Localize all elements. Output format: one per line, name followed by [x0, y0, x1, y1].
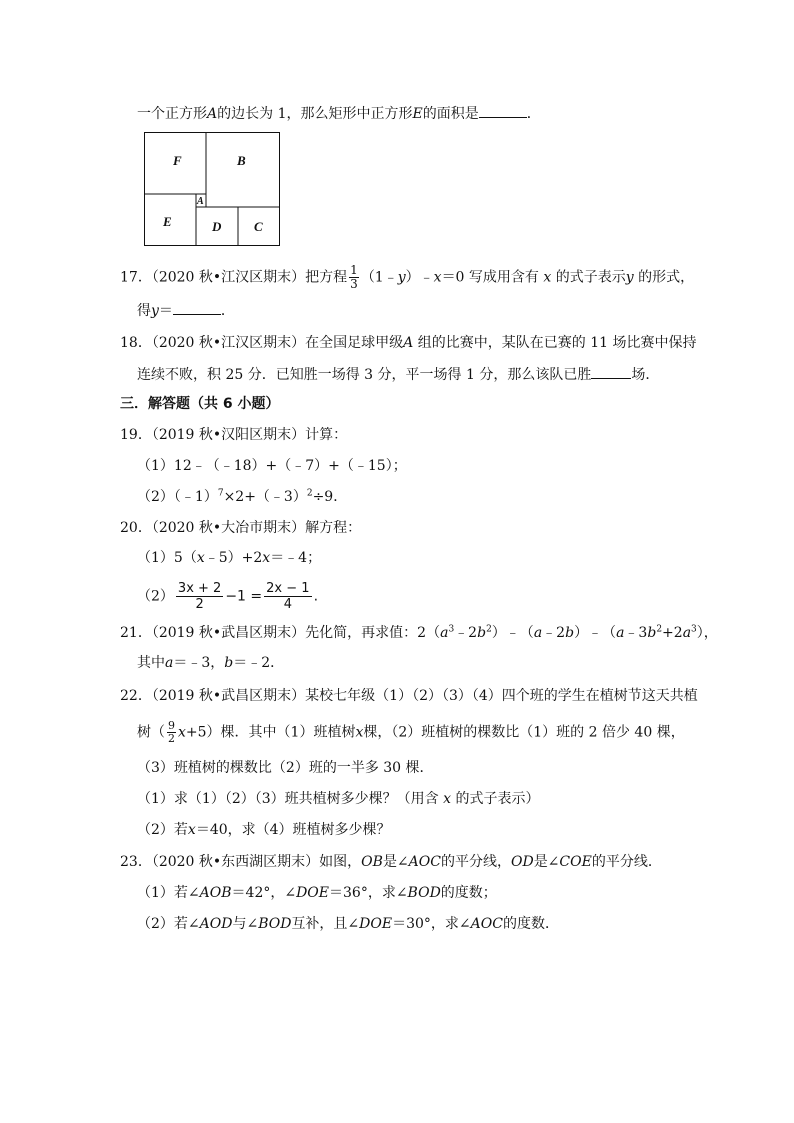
q21-text: ）﹣（ [574, 625, 617, 641]
q18-text: 组的比赛中，某队在已赛的 11 场比赛中保持 [417, 335, 697, 351]
q21-text: ＝﹣3， [173, 655, 225, 671]
q21-line1 [120, 623, 718, 643]
q22-text: 某校七年级（1）（2）（3）（4）四个班的学生在植树节这天共植 [305, 688, 698, 704]
q19-line1 [120, 425, 347, 445]
q23-var: AOC [408, 854, 441, 870]
label-F: F [173, 153, 182, 168]
q21-text: ）， [696, 625, 718, 641]
q17-var: y [625, 269, 634, 286]
q21-text: 其中 [137, 655, 165, 671]
q21-var: a [440, 625, 449, 641]
fraction-numerator: 2x − 1 [266, 581, 310, 596]
q23-text: 是∠ [382, 854, 409, 870]
question-number: 19． [120, 427, 152, 443]
fraction-numerator: 9 [168, 719, 175, 732]
q23-var: AOD [199, 916, 233, 932]
q23-text: 如图， [319, 854, 362, 870]
q17-var: x [543, 269, 552, 286]
fraction-denominator: 2 [195, 597, 204, 612]
q20-text: ﹣5）+2 [204, 550, 263, 566]
q21-var: b [565, 625, 575, 641]
q17-var: y [151, 303, 159, 319]
q23-text: 的度数； [440, 885, 497, 901]
q17-var: y [397, 269, 406, 286]
q17-text: 的形式， [638, 269, 695, 286]
q18-var: A [403, 335, 414, 351]
q17-text: 把方程 [305, 269, 348, 286]
q21-var: a [533, 625, 543, 641]
exponent: 2 [486, 624, 492, 635]
answer-blank[interactable] [479, 103, 527, 118]
q17-text: ＝0 写成用含有 [441, 269, 539, 286]
q22-text: +5）棵．其中（1）班植树 [185, 724, 356, 741]
q23-var: OB [361, 854, 383, 870]
q23-text: 的度数． [502, 916, 559, 932]
q18-text: 在全国足球甲级 [305, 335, 404, 351]
q22-part1 [137, 789, 539, 809]
q16-text: 的面积是 [422, 106, 479, 122]
label-B: B [237, 153, 246, 168]
question-number: 18． [120, 335, 152, 351]
label-A: A [197, 196, 204, 207]
exponent: 3 [448, 624, 455, 635]
q20-var: x [196, 550, 205, 566]
q21-text: ﹣2 [454, 625, 478, 641]
q21-var: a [682, 625, 692, 641]
q23-var: BOD [407, 885, 441, 901]
q17-text: 得 [137, 303, 151, 319]
q20-text: −1 = [225, 588, 263, 605]
q19-text: （2）（﹣1） [137, 489, 218, 505]
q17-text: （1﹣ [360, 269, 398, 286]
q20-part2 [137, 581, 318, 612]
q16-text: 一个正方形 [137, 106, 207, 122]
label-D: D [212, 219, 222, 234]
question-number: 17． [120, 269, 152, 286]
question-source: （2020 秋•东西湖区期末） [151, 854, 320, 870]
q21-text: 先化简，再求值：2（ [305, 625, 441, 641]
q20-part1 [137, 548, 321, 568]
question-source: （2020 秋•大冶市期末） [151, 520, 306, 536]
answer-blank[interactable] [591, 364, 631, 379]
question-number: 20． [120, 520, 152, 536]
q22-var: x [443, 791, 451, 807]
fraction-denominator: 3 [350, 277, 358, 291]
q23-var: BOD [258, 916, 292, 932]
question-source: （2019 秋•武昌区期末） [151, 625, 306, 641]
q17-text: 的式子表示 [555, 269, 626, 286]
q22-var: x [355, 724, 364, 741]
q23-line1 [120, 852, 662, 872]
q16-line [137, 103, 541, 124]
q19-text: ×2+（﹣3） [223, 489, 307, 505]
fraction-denominator: 2 [168, 732, 175, 745]
q16-var: A [207, 106, 218, 122]
q22-text: （2）若 [137, 822, 188, 838]
section-title: 三．解答题（共 6 小题） [120, 396, 280, 412]
answer-blank[interactable] [173, 300, 221, 315]
question-source: （2019 秋•武昌区期末） [151, 688, 306, 704]
q22-var: x [178, 724, 186, 741]
q22-part2 [137, 820, 391, 840]
q23-text: （2）若∠ [137, 916, 200, 932]
question-number: 22． [120, 688, 152, 704]
q17-var: x [433, 269, 442, 286]
fraction [176, 581, 223, 612]
q17-line2 [137, 300, 235, 321]
fraction [349, 264, 359, 291]
q23-text: 是∠ [533, 854, 560, 870]
q23-part2 [137, 914, 559, 934]
q23-part1 [137, 883, 497, 903]
q22-text: 树（ [137, 724, 165, 741]
q18-text: 场． [631, 367, 660, 383]
q22-text: 的式子表示） [455, 791, 540, 807]
q20-text: ＝﹣4； [270, 550, 322, 566]
q21-text: ﹣3 [624, 625, 648, 641]
q16-text: ． [526, 106, 541, 122]
q22-line2 [137, 720, 685, 745]
exponent: 2 [306, 488, 313, 499]
q23-var: AOC [470, 916, 503, 932]
q17-text: ）﹣ [405, 269, 434, 286]
question-number: 21． [120, 625, 152, 641]
q21-text: ）﹣（ [491, 625, 534, 641]
q16-text: 的边长为 1，那么矩形中正方形 [217, 106, 413, 122]
q21-var: b [224, 655, 234, 671]
q21-var: b [477, 625, 487, 641]
q23-text: 的平分线， [440, 854, 511, 870]
fraction-numerator: 3x + 2 [177, 581, 222, 596]
q20-var: x [262, 550, 271, 566]
q21-line2 [137, 653, 284, 673]
q20-text: （1）5（ [137, 550, 197, 566]
q20-line1 [120, 518, 361, 538]
q19-text: ÷9． [312, 489, 348, 505]
question-source: （2020 秋•江汉区期末） [151, 269, 306, 286]
q23-text: （1）若∠ [137, 885, 200, 901]
q21-var: a [165, 655, 174, 671]
q17-line1 [120, 264, 694, 291]
q21-text: ＝﹣2． [233, 655, 285, 671]
question-number: 23． [120, 854, 152, 870]
q19-part2 [137, 487, 347, 507]
q16-var: E [412, 106, 423, 122]
q23-text: ＝36°，求∠ [329, 885, 408, 901]
fraction-denominator: 4 [283, 597, 292, 612]
q22-text: ＝40，求（4）班植树多少棵？ [195, 822, 391, 838]
fraction [167, 720, 176, 745]
question-source: （2019 秋•汉阳区期末） [151, 427, 306, 443]
q23-var: OD [510, 854, 534, 870]
q21-var: b [647, 625, 657, 641]
q23-text: ＝42°，∠ [231, 885, 297, 901]
q19-text: 计算： [305, 427, 348, 443]
q18-line2 [137, 364, 659, 385]
q20-text: 解方程： [305, 520, 362, 536]
q20-text: （2） [137, 588, 174, 605]
q18-text: 连续不败，积 25 分．已知胜一场得 3 分，平一场得 1 分，那么该队已胜 [137, 367, 592, 383]
fraction [264, 581, 311, 612]
q23-var: COE [559, 854, 592, 870]
q18-line1 [120, 333, 696, 353]
q23-text: 互补，且∠ [291, 916, 360, 932]
q22-text: 棵，（2）班植树的棵数比（1）班的 2 倍少 40 棵， [363, 724, 685, 741]
q21-var: a [616, 625, 625, 641]
q22-var: x [187, 822, 196, 838]
squares-figure [143, 131, 283, 249]
q22-line1 [120, 686, 698, 706]
q23-var: DOE [359, 916, 393, 932]
q23-var: DOE [296, 885, 329, 901]
exponent: 3 [691, 624, 697, 635]
q23-text: ＝30°，求∠ [392, 916, 471, 932]
exponent: 7 [217, 488, 224, 499]
q21-text: ﹣2 [542, 625, 566, 641]
q23-text: 的平分线． [591, 854, 662, 870]
q23-var: AOB [199, 885, 232, 901]
q17-text: ＝ [158, 303, 173, 319]
q20-text: . [313, 588, 319, 605]
label-C: C [254, 219, 263, 234]
q22-text: （1）求（1）（2）（3）班共植树多少棵？（用含 [137, 791, 439, 807]
exponent: 2 [656, 624, 663, 635]
label-E: E [163, 214, 172, 229]
q22-line3: （3）班植树的棵数比（2）班的一半多 30 棵． [137, 760, 434, 776]
question-source: （2020 秋•江汉区期末） [151, 335, 306, 351]
q21-text: +2 [662, 625, 683, 641]
q23-text: 与∠ [232, 916, 259, 932]
fraction-numerator: 1 [350, 263, 358, 277]
q17-text: ． [220, 303, 235, 319]
q19-part1: （1）12﹣（﹣18）+（﹣7）+（﹣15）； [137, 458, 407, 474]
